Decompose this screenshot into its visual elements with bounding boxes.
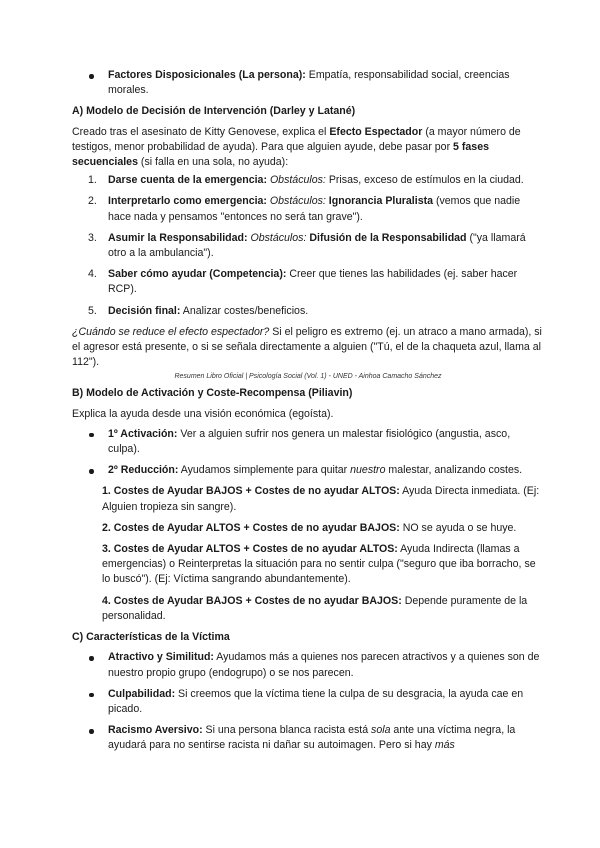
bullet-text: Ayudamos más a quienes nos parecen atractivos y a quienes son de nuestro propio grupo (endogrupo) o se nos parecen. [108, 651, 540, 679]
list-item [72, 463, 544, 478]
bullet-text: Ver a alguien sufrir nos genera un malestar fisiológico (angustia, asco, culpa). [108, 427, 511, 456]
bullet-italic: sola [371, 724, 391, 737]
intro-text: (si falla en una sola, no ayuda): [137, 156, 289, 169]
item-text: Creer que tienes las habilidades (ej. saber hacer RCP). [108, 268, 518, 296]
item-obstacle: Obstáculos: [250, 231, 307, 244]
item-number: 1. [88, 174, 97, 187]
bullet-italic: más [434, 739, 455, 752]
intro-bold: Efecto Espectador [329, 125, 423, 138]
bullet-term: Culpabilidad: [108, 687, 176, 700]
list-item [72, 267, 544, 297]
cost-case [72, 484, 544, 514]
item-bold: Ignorancia Pluralista [325, 195, 434, 208]
item-term: Saber cómo ayudar (Competencia): [108, 268, 287, 281]
bullet-text: Si creemos que la víctima tiene la culpa de su desgracia, la ayuda cae en picado. [108, 687, 524, 715]
item-text: Analizar costes/beneficios. [180, 304, 309, 317]
bullet-text: malestar, analizando costes. [385, 464, 523, 477]
numbered-list [72, 173, 544, 319]
item-number: 5. [88, 304, 97, 317]
item-text: (vemos que nadie hace nada y pensamos "entonces no será tan grave"). [108, 195, 521, 223]
page-footer: Resumen Libro Oficial | Psicología Social (Vol. 1) - UNED - Ainhoa Camacho Sánchez [174, 373, 442, 381]
bullet-text: Ayudamos simplemente para quitar [178, 464, 351, 477]
section-b-intro: Explica la ayuda desde una visión económica (egoísta). [72, 407, 334, 420]
bystander-question [72, 325, 544, 371]
item-obstacle: Obstáculos: [269, 195, 326, 208]
question-italic: ¿Cuándo se reduce el efecto espectador? [72, 325, 270, 338]
item-text: ("ya llamará otro a la ambulancia"). [108, 231, 526, 260]
bullet-term: 1º Activación: [108, 427, 178, 440]
list-item [72, 173, 544, 188]
item-number: 2. [88, 195, 97, 208]
item-number: 3. [88, 231, 97, 244]
item-text: Prisas, exceso de estímulos en la ciudad. [325, 174, 524, 187]
cost-case [72, 542, 544, 588]
item-term: Decisión final: [108, 304, 181, 317]
section-b-heading: B) Modelo de Activación y Coste-Recompensa (Piliavin) [72, 387, 353, 400]
list-item [72, 427, 544, 457]
bullet-term: Atractivo y Similitud: [108, 651, 214, 664]
list-item [72, 194, 544, 224]
question-text: Si el peligro es extremo (ej. un atraco a mano armada), si el agresor está presente, o si se señala directamente a alguien ("Tú, el de la chaqueta azul, llama al 112"). [72, 325, 542, 369]
intro-text: Creado tras el asesinato de Kitty Genovese, explica el [72, 125, 330, 138]
item-obstacle: Obstáculos: [269, 174, 326, 187]
document-page [72, 68, 544, 760]
list-item [72, 650, 544, 680]
list-item [72, 68, 544, 98]
case-term: 1. Costes de Ayudar BAJOS + Costes de no ayudar ALTOS: [102, 485, 400, 498]
cost-case [72, 521, 544, 536]
case-text: NO se ayuda o se huye. [399, 521, 517, 534]
intro-bold: 5 fases secuenciales [72, 140, 489, 169]
list-item [72, 304, 544, 319]
list-item [72, 723, 544, 753]
cost-case [72, 594, 544, 624]
section-a-heading: A) Modelo de Decisión de Intervención (Darley y Latané) [72, 105, 356, 118]
list-item [72, 231, 544, 261]
intro-text: (a mayor número de testigos, menor probabilidad de ayuda). Para que alguien ayude, debe pasar por [72, 125, 521, 153]
case-term: 4. Costes de Ayudar BAJOS + Costes de no ayudar BAJOS: [102, 594, 402, 607]
case-term: 3. Costes de Ayudar ALTOS + Costes de no ayudar ALTOS: [102, 543, 398, 556]
bullet-text: ante una víctima negra, la ayudará para no sentirse racista ni dañar su autoimagen. Pero si hay [108, 724, 516, 752]
case-text: Ayuda Indirecta (llamas a emergencias) o Reinterpretas la situación para no sentir culpa ("seguro que iba borracho, se lo buscó"). (Ej: Víctima sangrando abundantemente). [102, 543, 536, 586]
case-text: Ayuda Directa inmediata. (Ej: Alguien tropieza sin sangre). [102, 485, 540, 513]
item-term: Interpretarlo como emergencia: [108, 195, 267, 208]
bullet-italic: nuestro [350, 464, 386, 477]
bullet-term: Racismo Aversivo: [108, 724, 203, 737]
case-text: Depende puramente de la personalidad. [102, 594, 528, 622]
list-item [72, 687, 544, 717]
item-term: Asumir la Responsabilidad: [108, 231, 248, 244]
bullet-term: Factores Disposicionales (La persona): [108, 69, 306, 81]
bullet-text: Si una persona blanca racista está [202, 724, 372, 737]
item-term: Darse cuenta de la emergencia: [108, 174, 267, 187]
bullet-text: Empatía, responsabilidad social, creencias morales. [108, 69, 510, 97]
item-number: 4. [88, 268, 97, 281]
case-term: 2. Costes de Ayudar ALTOS + Costes de no ayudar BAJOS: [102, 521, 400, 534]
section-c-heading: C) Características de la Víctima [72, 631, 230, 644]
item-bold: Difusión de la Responsabilidad [306, 231, 467, 244]
section-a-intro [72, 125, 544, 171]
bullet-term: 2º Reducción: [108, 464, 179, 477]
